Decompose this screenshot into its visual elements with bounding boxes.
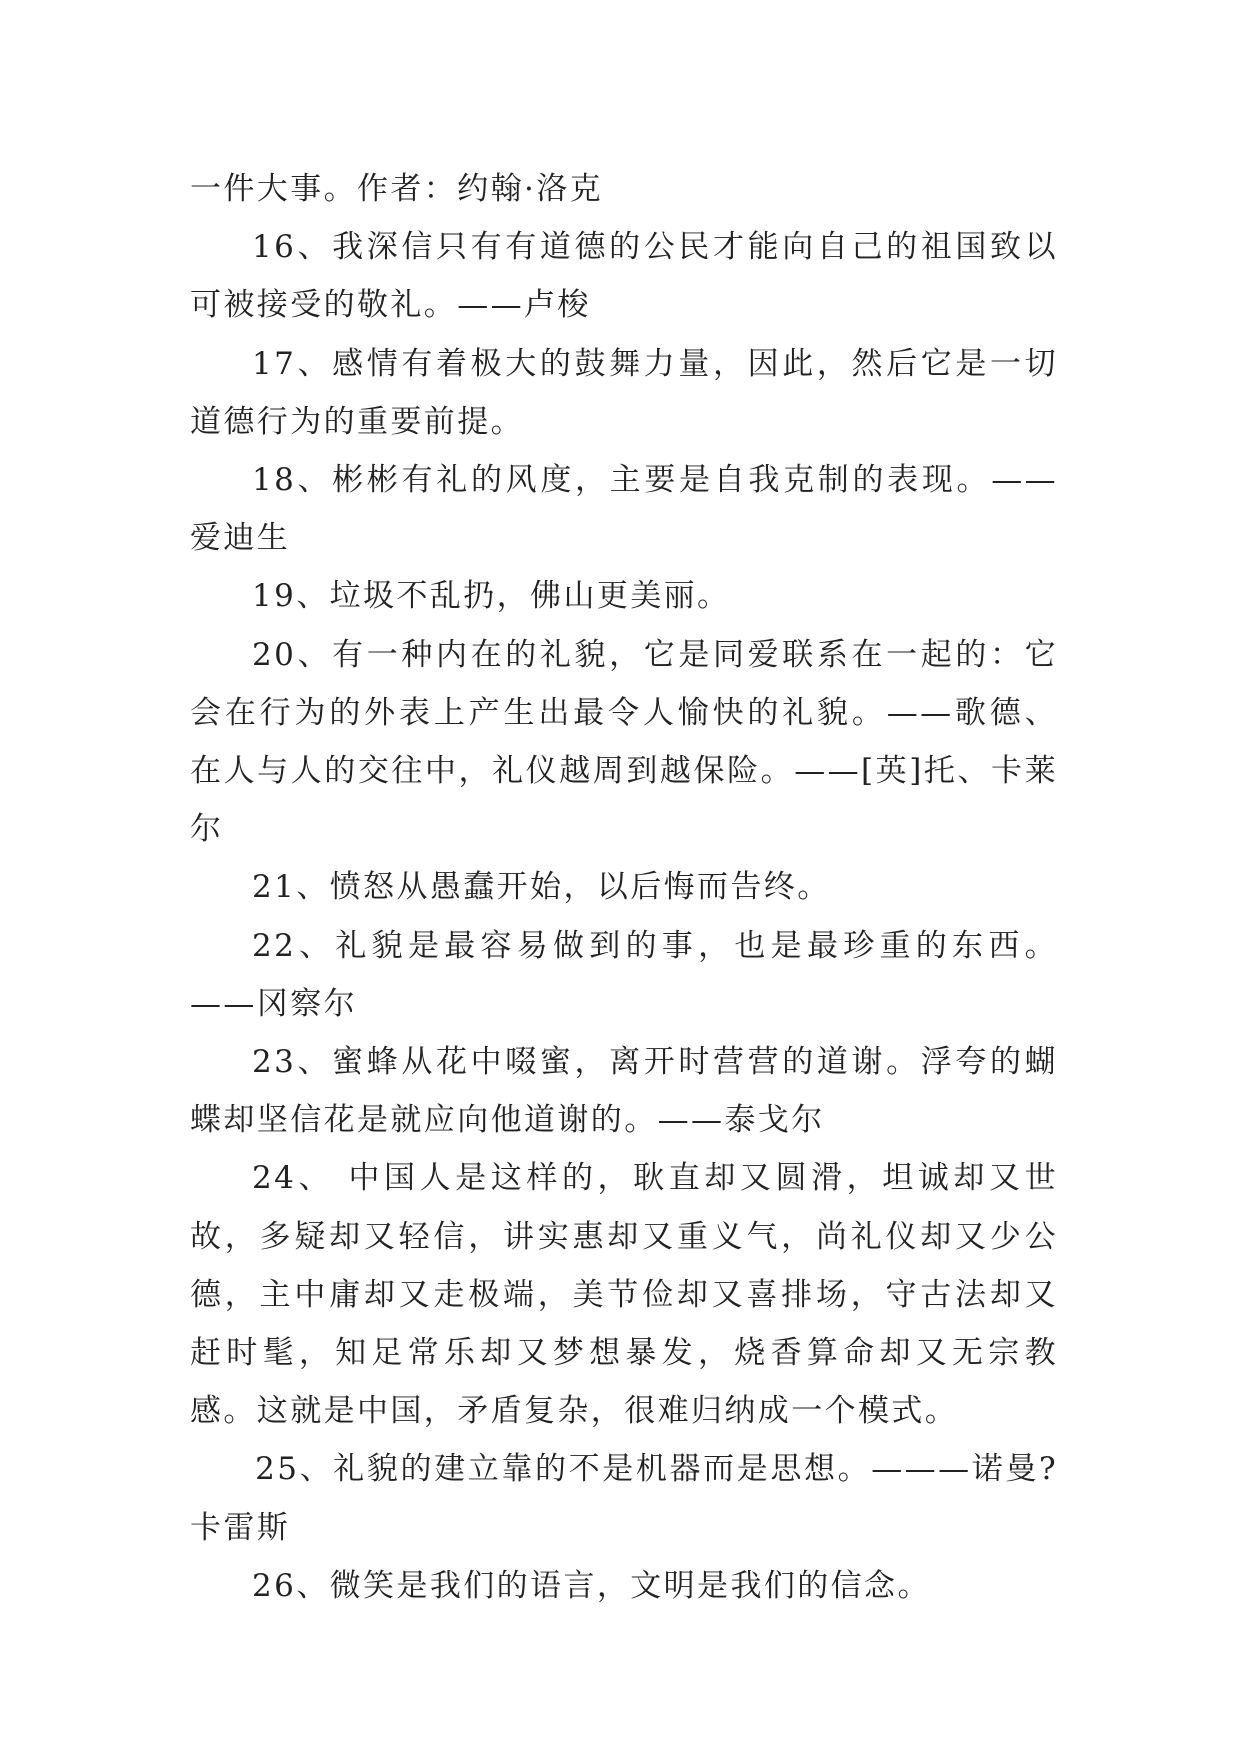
quote-20: 20、有一种内在的礼貌，它是同爱联系在一起的：它会在行为的外表上产生出最令人愉快的礼貌。——歌德、在人与人的交往中，礼仪越周到越保险。——[英]托、卡莱尔 (190, 636, 1058, 848)
quote-18: 18、彬彬有礼的风度，主要是自我克制的表现。——爱迪生 (190, 462, 1058, 557)
quote-25: 25、礼貌的建立靠的不是机器而是思想。———诺曼?卡雷斯 (190, 1451, 1058, 1546)
quote-17: 17、感情有着极大的鼓舞力量，因此，然后它是一切道德行为的重要前提。 (190, 345, 1058, 440)
quote-24: 24、 中国人是这样的，耿直却又圆滑，坦诚却又世故，多疑却又轻信，讲实惠却又重义气，尚礼仪却又少公德，主中庸却又走极端，美节俭却又喜排场，守古法却又赶时髦，知足常乐却又梦想暴发，烧香算命却又无宗教感。这就是中国，矛盾复杂，很难归纳成一个模式。 (190, 1160, 1058, 1430)
quote-16: 16、我深信只有有道德的公民才能向自己的祖国致以可被接受的敬礼。——卢梭 (190, 229, 1058, 324)
quote-23: 23、蜜蜂从花中啜蜜，离开时营营的道谢。浮夸的蝴蝶却坚信花是就应向他道谢的。——泰戈尔 (190, 1044, 1058, 1139)
quote-21: 21、愤怒从愚蠢开始，以后悔而告终。 (252, 869, 831, 906)
quote-22: 22、礼貌是最容易做到的事，也是最珍重的东西。——冈察尔 (190, 927, 1058, 1022)
paragraph-continuation: 一件大事。作者：约翰·洛克 (190, 171, 604, 207)
quote-26: 26、微笑是我们的语言，文明是我们的信念。 (252, 1567, 931, 1604)
quote-19: 19、垃圾不乱扔，佛山更美丽。 (252, 578, 731, 615)
body-text (190, 160, 1058, 1615)
